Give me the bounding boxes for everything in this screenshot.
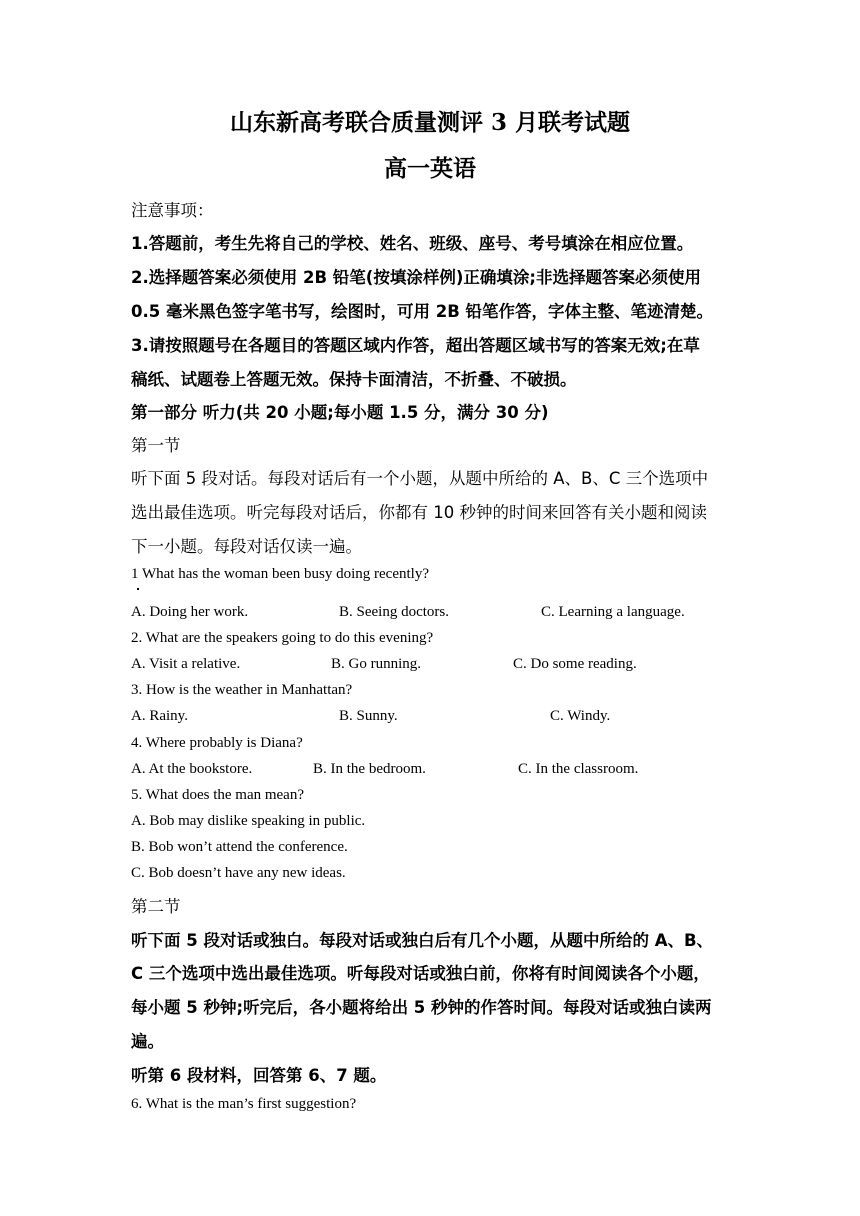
question-6: 6. What is the man’s first suggestion? xyxy=(131,1096,357,1112)
section1-instructions-line-2: 选出最佳选项。听完每段对话后，你都有 10 秒钟的时间来回答有关小题和阅读 xyxy=(131,503,707,522)
question-2-option-b: B. Go running. xyxy=(331,656,421,672)
section2-instructions-line-4: 遍。 xyxy=(131,1032,164,1051)
question-1-option-a: A. Doing her work. xyxy=(131,604,249,620)
question-1: 1 What has the woman been busy doing recently? xyxy=(131,566,429,582)
section2-heading: 第二节 xyxy=(131,897,181,916)
question-1-option-c: C. Learning a language. xyxy=(541,604,685,620)
question-5-option-a: A. Bob may dislike speaking in public. xyxy=(131,813,366,829)
question-4-option-b: B. In the bedroom. xyxy=(313,761,426,777)
question-4: 4. Where probably is Diana? xyxy=(131,735,303,751)
question-3-option-c: C. Windy. xyxy=(550,708,611,724)
section1-instructions-line-3: 下一小题。每段对话仅读一遍。 xyxy=(131,537,362,556)
section1-instructions-line-1: 听下面 5 段对话。每段对话后有一个小题，从题中所给的 A、B、C 三个选项中 xyxy=(131,469,709,488)
section1-heading: 第一节 xyxy=(131,436,181,455)
section2-instructions-line-2: C 三个选项中选出最佳选项。听每段对话或独白前，你将有时间阅读各个小题， xyxy=(131,964,710,983)
question-2-option-a: A. Visit a relative. xyxy=(131,656,241,672)
question-3-option-b: B. Sunny. xyxy=(339,708,398,724)
question-2: 2. What are the speakers going to do this evening? xyxy=(131,630,434,646)
exam-title: 山东新高考联合质量测评 3 月联考试题 xyxy=(229,109,631,136)
question-1-option-b: B. Seeing doctors. xyxy=(339,604,449,620)
part1-heading: 第一部分 听力(共 20 小题;每小题 1.5 分，满分 30 分) xyxy=(131,403,549,422)
section2-instructions-line-3: 每小题 5 秒钟;听完后，各小题将给出 5 秒钟的作答时间。每段对话或独白读两 xyxy=(131,998,712,1017)
question-2-option-c: C. Do some reading. xyxy=(513,656,637,672)
question-5: 5. What does the man mean? xyxy=(131,787,304,803)
question-5-option-c: C. Bob doesn’t have any new ideas. xyxy=(131,865,346,881)
question-4-option-c: C. In the classroom. xyxy=(518,761,639,777)
question-4-option-a: A. At the bookstore. xyxy=(131,761,253,777)
section2-instructions-line-1: 听下面 5 段对话或独白。每段对话或独白后有几个小题，从题中所给的 A、B、 xyxy=(131,931,714,950)
stray-dot-mark xyxy=(137,588,139,590)
question-3: 3. How is the weather in Manhattan? xyxy=(131,682,353,698)
material-6-heading: 听第 6 段材料，回答第 6、7 题。 xyxy=(131,1066,387,1085)
question-5-option-b: B. Bob won’t attend the conference. xyxy=(131,839,348,855)
notice-item-3-line-2: 稿纸、试题卷上答题无效。保持卡面清洁，不折叠、不破损。 xyxy=(131,370,577,389)
notice-item-3-line-1: 3.请按照题号在各题目的答题区域内作答，超出答题区域书写的答案无效;在草 xyxy=(131,336,700,355)
question-3-option-a: A. Rainy. xyxy=(131,708,188,724)
subject-title: 高一英语 xyxy=(384,155,476,182)
notice-heading: 注意事项： xyxy=(131,201,214,220)
notice-item-2-line-2: 0.5 毫米黑色签字笔书写，绘图时，可用 2B 铅笔作答，字体主整、笔迹清楚。 xyxy=(131,302,714,321)
notice-item-1: 1.答题前，考生先将自己的学校、姓名、班级、座号、考号填涂在相应位置。 xyxy=(131,234,694,253)
notice-item-2-line-1: 2.选择题答案必须使用 2B 铅笔(按填涂样例)正确填涂;非选择题答案必须使用 xyxy=(131,268,701,287)
